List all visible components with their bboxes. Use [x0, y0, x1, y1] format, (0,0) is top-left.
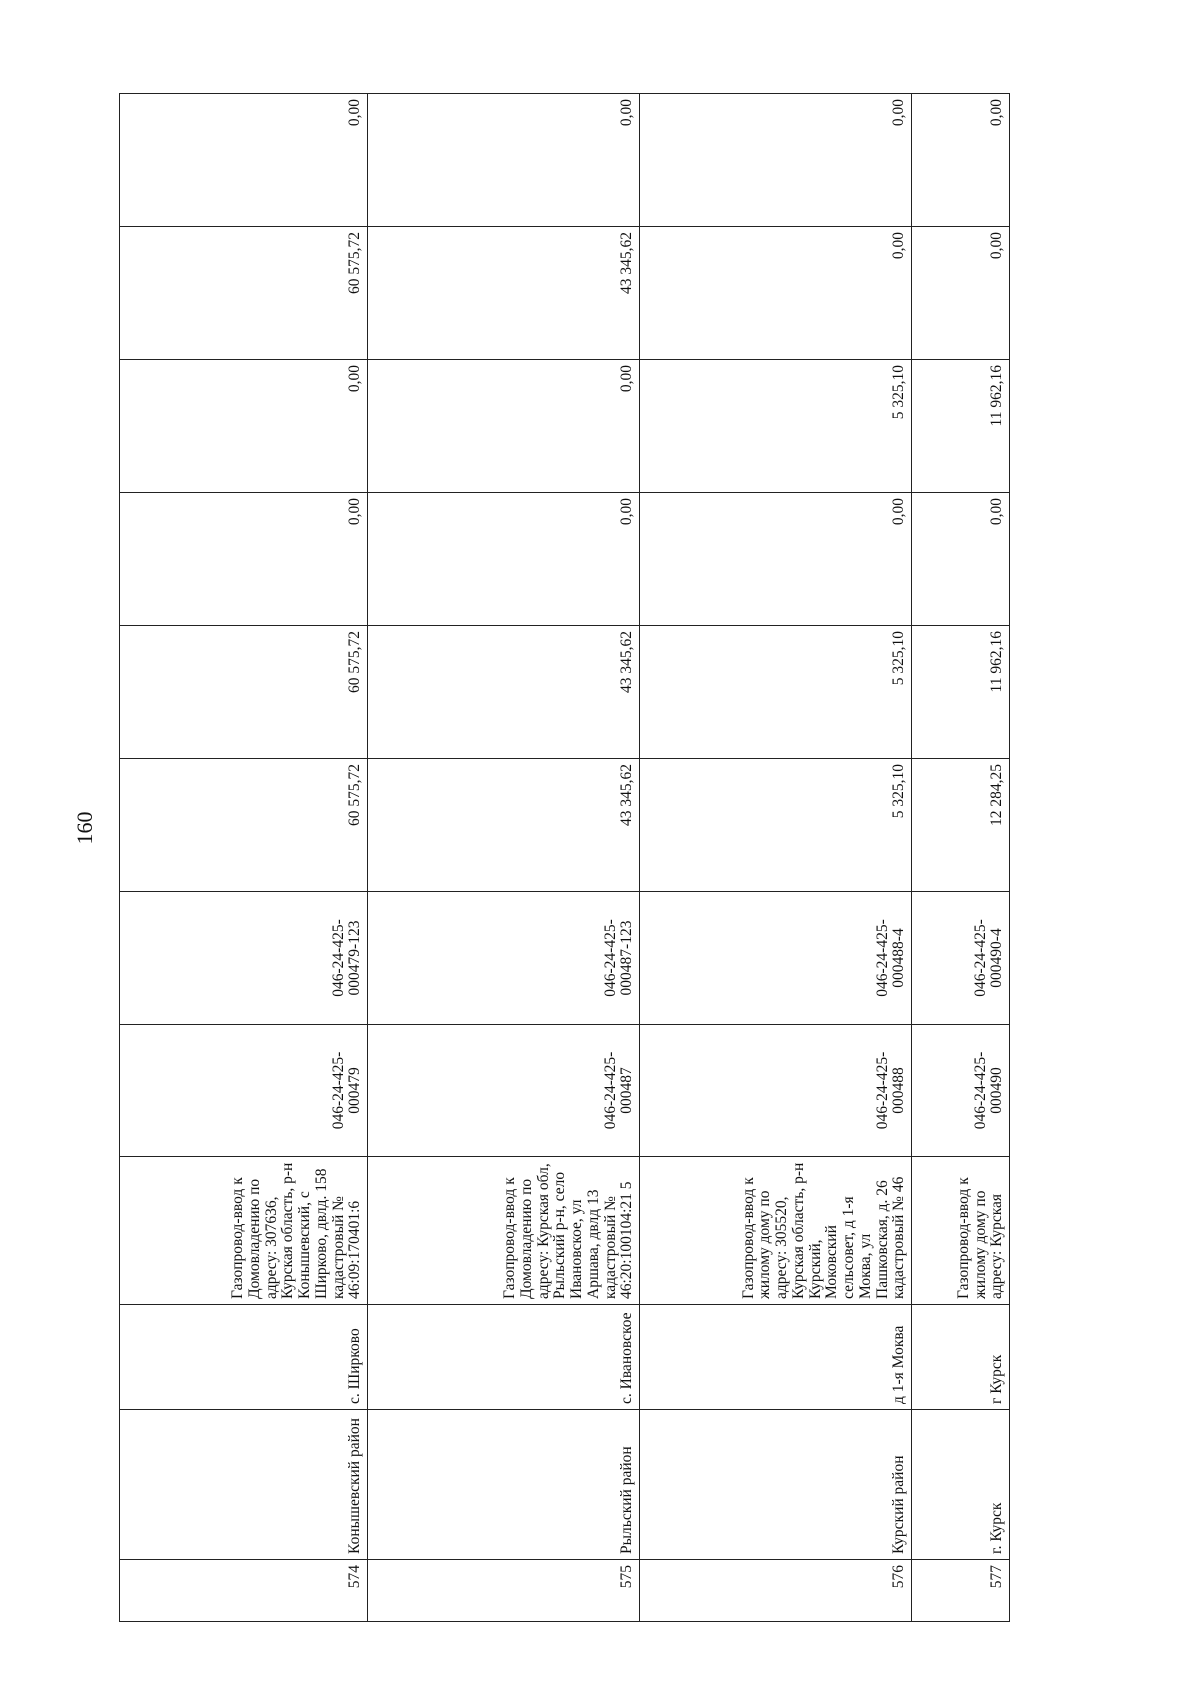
- settlement-cell: с. Ивановское: [368, 1305, 640, 1410]
- row-number: 577: [912, 1560, 1010, 1622]
- object-code-cell: 046-24-425-000487: [368, 1025, 640, 1157]
- value-cell-3: 0,00: [368, 493, 640, 626]
- value-cell-1: 43 345,62: [368, 759, 640, 892]
- value-cell-1: 5 325,10: [640, 759, 912, 892]
- district-cell: Конышевский район: [120, 1410, 368, 1560]
- value-cell-5: 0,00: [640, 227, 912, 360]
- row-number: 574: [120, 1560, 368, 1622]
- object-code-cell: 046-24-425-000490: [912, 1025, 1010, 1157]
- value-cell-2: 11 962,16: [912, 626, 1010, 759]
- value-cell-4: 0,00: [368, 360, 640, 493]
- settlement-cell: г Курск: [912, 1305, 1010, 1410]
- value-cell-4: 11 962,16: [912, 360, 1010, 493]
- value-cell-6: 0,00: [368, 94, 640, 227]
- object-description-cell: Газопровод-ввод к жилому дому по адресу: Курская: [912, 1157, 1010, 1305]
- page-number: 160: [72, 811, 97, 845]
- table-row: [640, 94, 912, 1622]
- object-code-cell: 046-24-425-000479: [120, 1025, 368, 1157]
- district-cell: г. Курск: [912, 1410, 1010, 1560]
- settlement-cell: с. Ширково: [120, 1305, 368, 1410]
- table-row: [368, 94, 640, 1622]
- value-cell-1: 12 284,25: [912, 759, 1010, 892]
- value-cell-4: 0,00: [120, 360, 368, 493]
- object-description-cell: Газопровод-ввод к Домовладению по адресу: 307636, Курская область, р-н Конышевский, с Ширково, двлд. 158 кадастровый № 46:09:170401:6: [120, 1157, 368, 1305]
- row-number: 576: [640, 1560, 912, 1622]
- object-subcode-cell: 046-24-425-000487-123: [368, 892, 640, 1025]
- value-cell-4: 5 325,10: [640, 360, 912, 493]
- district-cell: Курский район: [640, 1410, 912, 1560]
- value-cell-3: 0,00: [120, 493, 368, 626]
- value-cell-3: 0,00: [912, 493, 1010, 626]
- value-cell-2: 60 575,72: [120, 626, 368, 759]
- object-subcode-cell: 046-24-425-000490-4: [912, 892, 1010, 1025]
- district-cell: Рыльский район: [368, 1410, 640, 1560]
- value-cell-6: 0,00: [120, 94, 368, 227]
- object-code-cell: 046-24-425-000488: [640, 1025, 912, 1157]
- value-cell-5: 0,00: [912, 227, 1010, 360]
- data-table: [119, 93, 1010, 1622]
- object-subcode-cell: 046-24-425-000479-123: [120, 892, 368, 1025]
- object-subcode-cell: 046-24-425-000488-4: [640, 892, 912, 1025]
- row-number: 575: [368, 1560, 640, 1622]
- value-cell-5: 43 345,62: [368, 227, 640, 360]
- value-cell-6: 0,00: [912, 94, 1010, 227]
- value-cell-2: 43 345,62: [368, 626, 640, 759]
- rotated-table-wrapper: [119, 99, 1009, 1622]
- value-cell-2: 5 325,10: [640, 626, 912, 759]
- value-cell-3: 0,00: [640, 493, 912, 626]
- value-cell-5: 60 575,72: [120, 227, 368, 360]
- object-description-cell: Газопровод-ввод к жилому дому по адресу: 305520, Курская область, р-н Курский, Моковский сельсовет, д 1-я Моква, ул Пашковская, д. 26 кадастровый № 46: [640, 1157, 912, 1305]
- value-cell-1: 60 575,72: [120, 759, 368, 892]
- settlement-cell: д 1-я Моква: [640, 1305, 912, 1410]
- value-cell-6: 0,00: [640, 94, 912, 227]
- table-row: [912, 94, 1010, 1622]
- object-description-cell: Газопровод-ввод к Домовладению по адресу: Курская обл, Рыльский р-н, село Ивановское, ул Аршава, двлд 13 кадастровый № 46:20:100104:21 5: [368, 1157, 640, 1305]
- table-row: [120, 94, 368, 1622]
